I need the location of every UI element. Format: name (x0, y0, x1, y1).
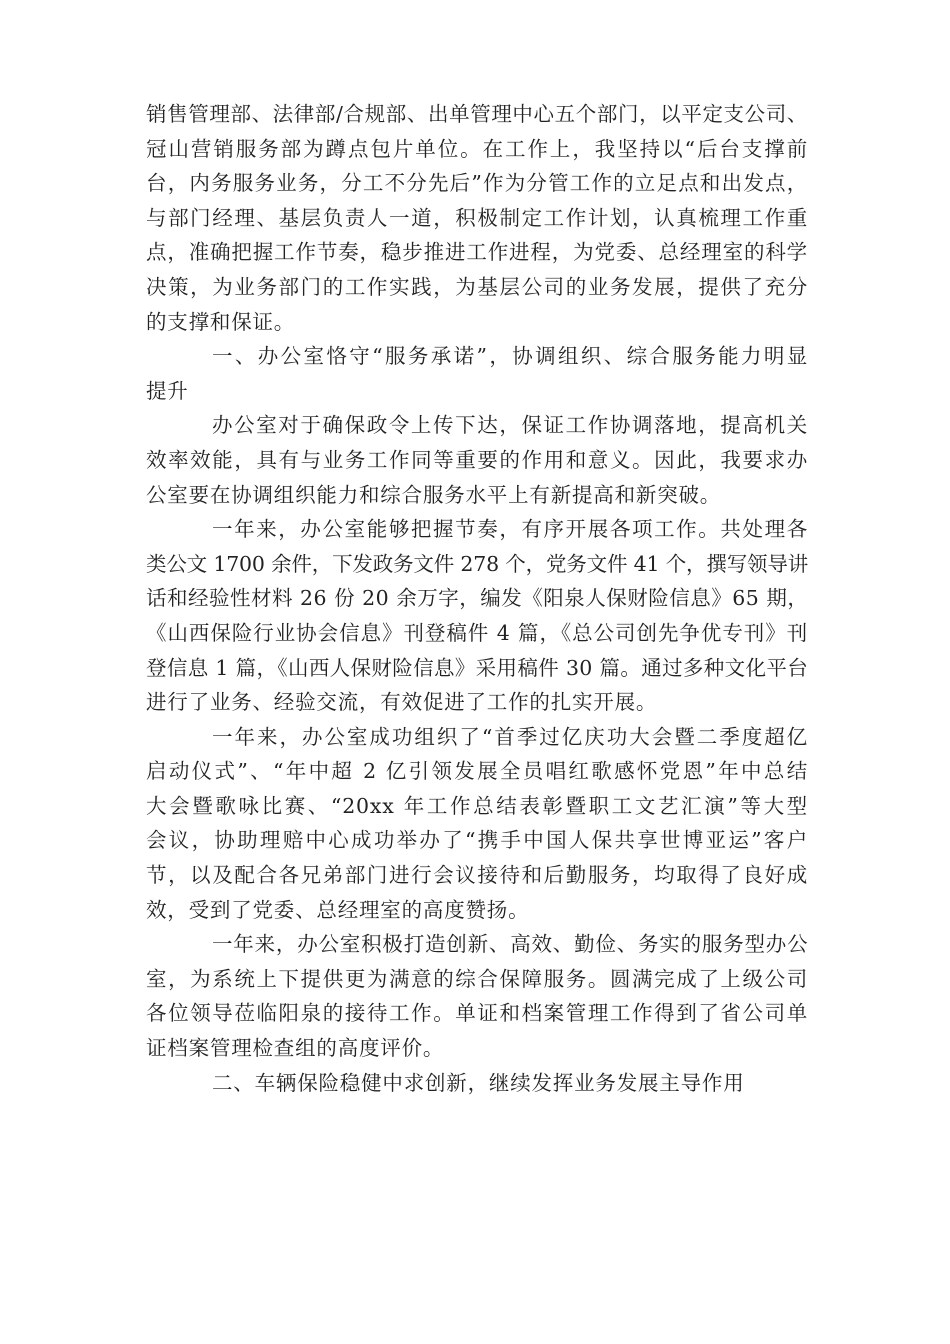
paragraph-line: 进行了业务、经验交流，有效促进了工作的扎实开展。 (146, 690, 658, 715)
paragraph-line: 室，为系统上下提供更为满意的综合保障服务。圆满完成了上级公司 (146, 966, 808, 991)
paragraph-line: 各位领导莅临阳泉的接待工作。单证和档案管理工作得到了省公司单 (146, 1001, 808, 1026)
paragraph-line: 决策，为业务部门的工作实践，为基层公司的业务发展，提供了充分 (146, 274, 808, 299)
paragraph-first-line: 二、车辆保险稳健中求创新，继续发挥业务发展主导作用 (212, 1070, 745, 1095)
paragraph-line: 冠山营销服务部为蹲点包片单位。在工作上，我坚持以“后台支撑前 (146, 136, 808, 161)
paragraph-line: 大会暨歌咏比赛、“20xx 年工作总结表彰暨职工文艺汇演”等大型 (146, 793, 808, 818)
paragraph-line: 节，以及配合各兄弟部门进行会议接待和后勤服务，均取得了良好成 (146, 863, 808, 888)
paragraph-line: 与部门经理、基层负责人一道，积极制定工作计划，认真梳理工作重 (146, 205, 808, 230)
document-body (146, 97, 808, 1100)
paragraph-line: 效，受到了党委、总经理室的高度赞扬。 (146, 897, 530, 922)
paragraph-line: 类公文 1700 余件，下发政务文件 278 个，党务文件 41 个，撰写领导讲 (146, 551, 808, 576)
paragraph-line: 的支撑和保证。 (146, 309, 296, 334)
paragraph-first-line: 办公室对于确保政令上传下达，保证工作协调落地，提高机关 (212, 413, 808, 438)
paragraph-line: 证档案管理检查组的高度评价。 (146, 1036, 445, 1061)
paragraph-first-line: 一年来，办公室积极打造创新、高效、勤俭、务实的服务型办公 (212, 932, 809, 957)
paragraph-line: 公室要在协调组织能力和综合服务水平上有新提高和新突破。 (146, 482, 722, 507)
paragraph-line: 台，内务服务业务，分工不分先后”作为分管工作的立足点和出发点， (146, 171, 808, 196)
paragraph-line: 销售管理部、法律部/合规部、出单管理中心五个部门，以平定支公司、 (146, 102, 808, 126)
paragraph-line: 《山西保险行业协会信息》刊登稿件 4 篇，《总公司创先争优专刊》刊 (146, 620, 808, 645)
paragraph-first-line: 一年来，办公室成功组织了“首季过亿庆功大会暨二季度超亿 (212, 724, 808, 749)
paragraph-line: 点，准确把握工作节奏，稳步推进工作进程，为党委、总经理室的科学 (146, 240, 808, 265)
paragraph-first-line: 一、办公室恪守“服务承诺”，协调组织、综合服务能力明显 (212, 344, 808, 369)
paragraph-line: 效率效能，具有与业务工作同等重要的作用和意义。因此，我要求办 (146, 447, 808, 472)
paragraph-line: 话和经验性材料 26 份 20 余万字，编发《阳泉人保财险信息》65 期， (146, 586, 809, 611)
paragraph-line: 启动仪式”、“年中超 2 亿引领发展全员唱红歌感怀党恩”年中总结 (146, 759, 808, 784)
paragraph-first-line: 一年来，办公室能够把握节奏，有序开展各项工作。共处理各 (212, 517, 808, 542)
paragraph-line: 登信息 1 篇，《山西人保财险信息》采用稿件 30 篇。通过多种文化平台 (146, 655, 808, 680)
paragraph-line: 提升 (146, 378, 189, 403)
paragraph-line: 会议，协助理赔中心成功举办了“携手中国人保共享世博亚运”客户 (146, 828, 808, 853)
